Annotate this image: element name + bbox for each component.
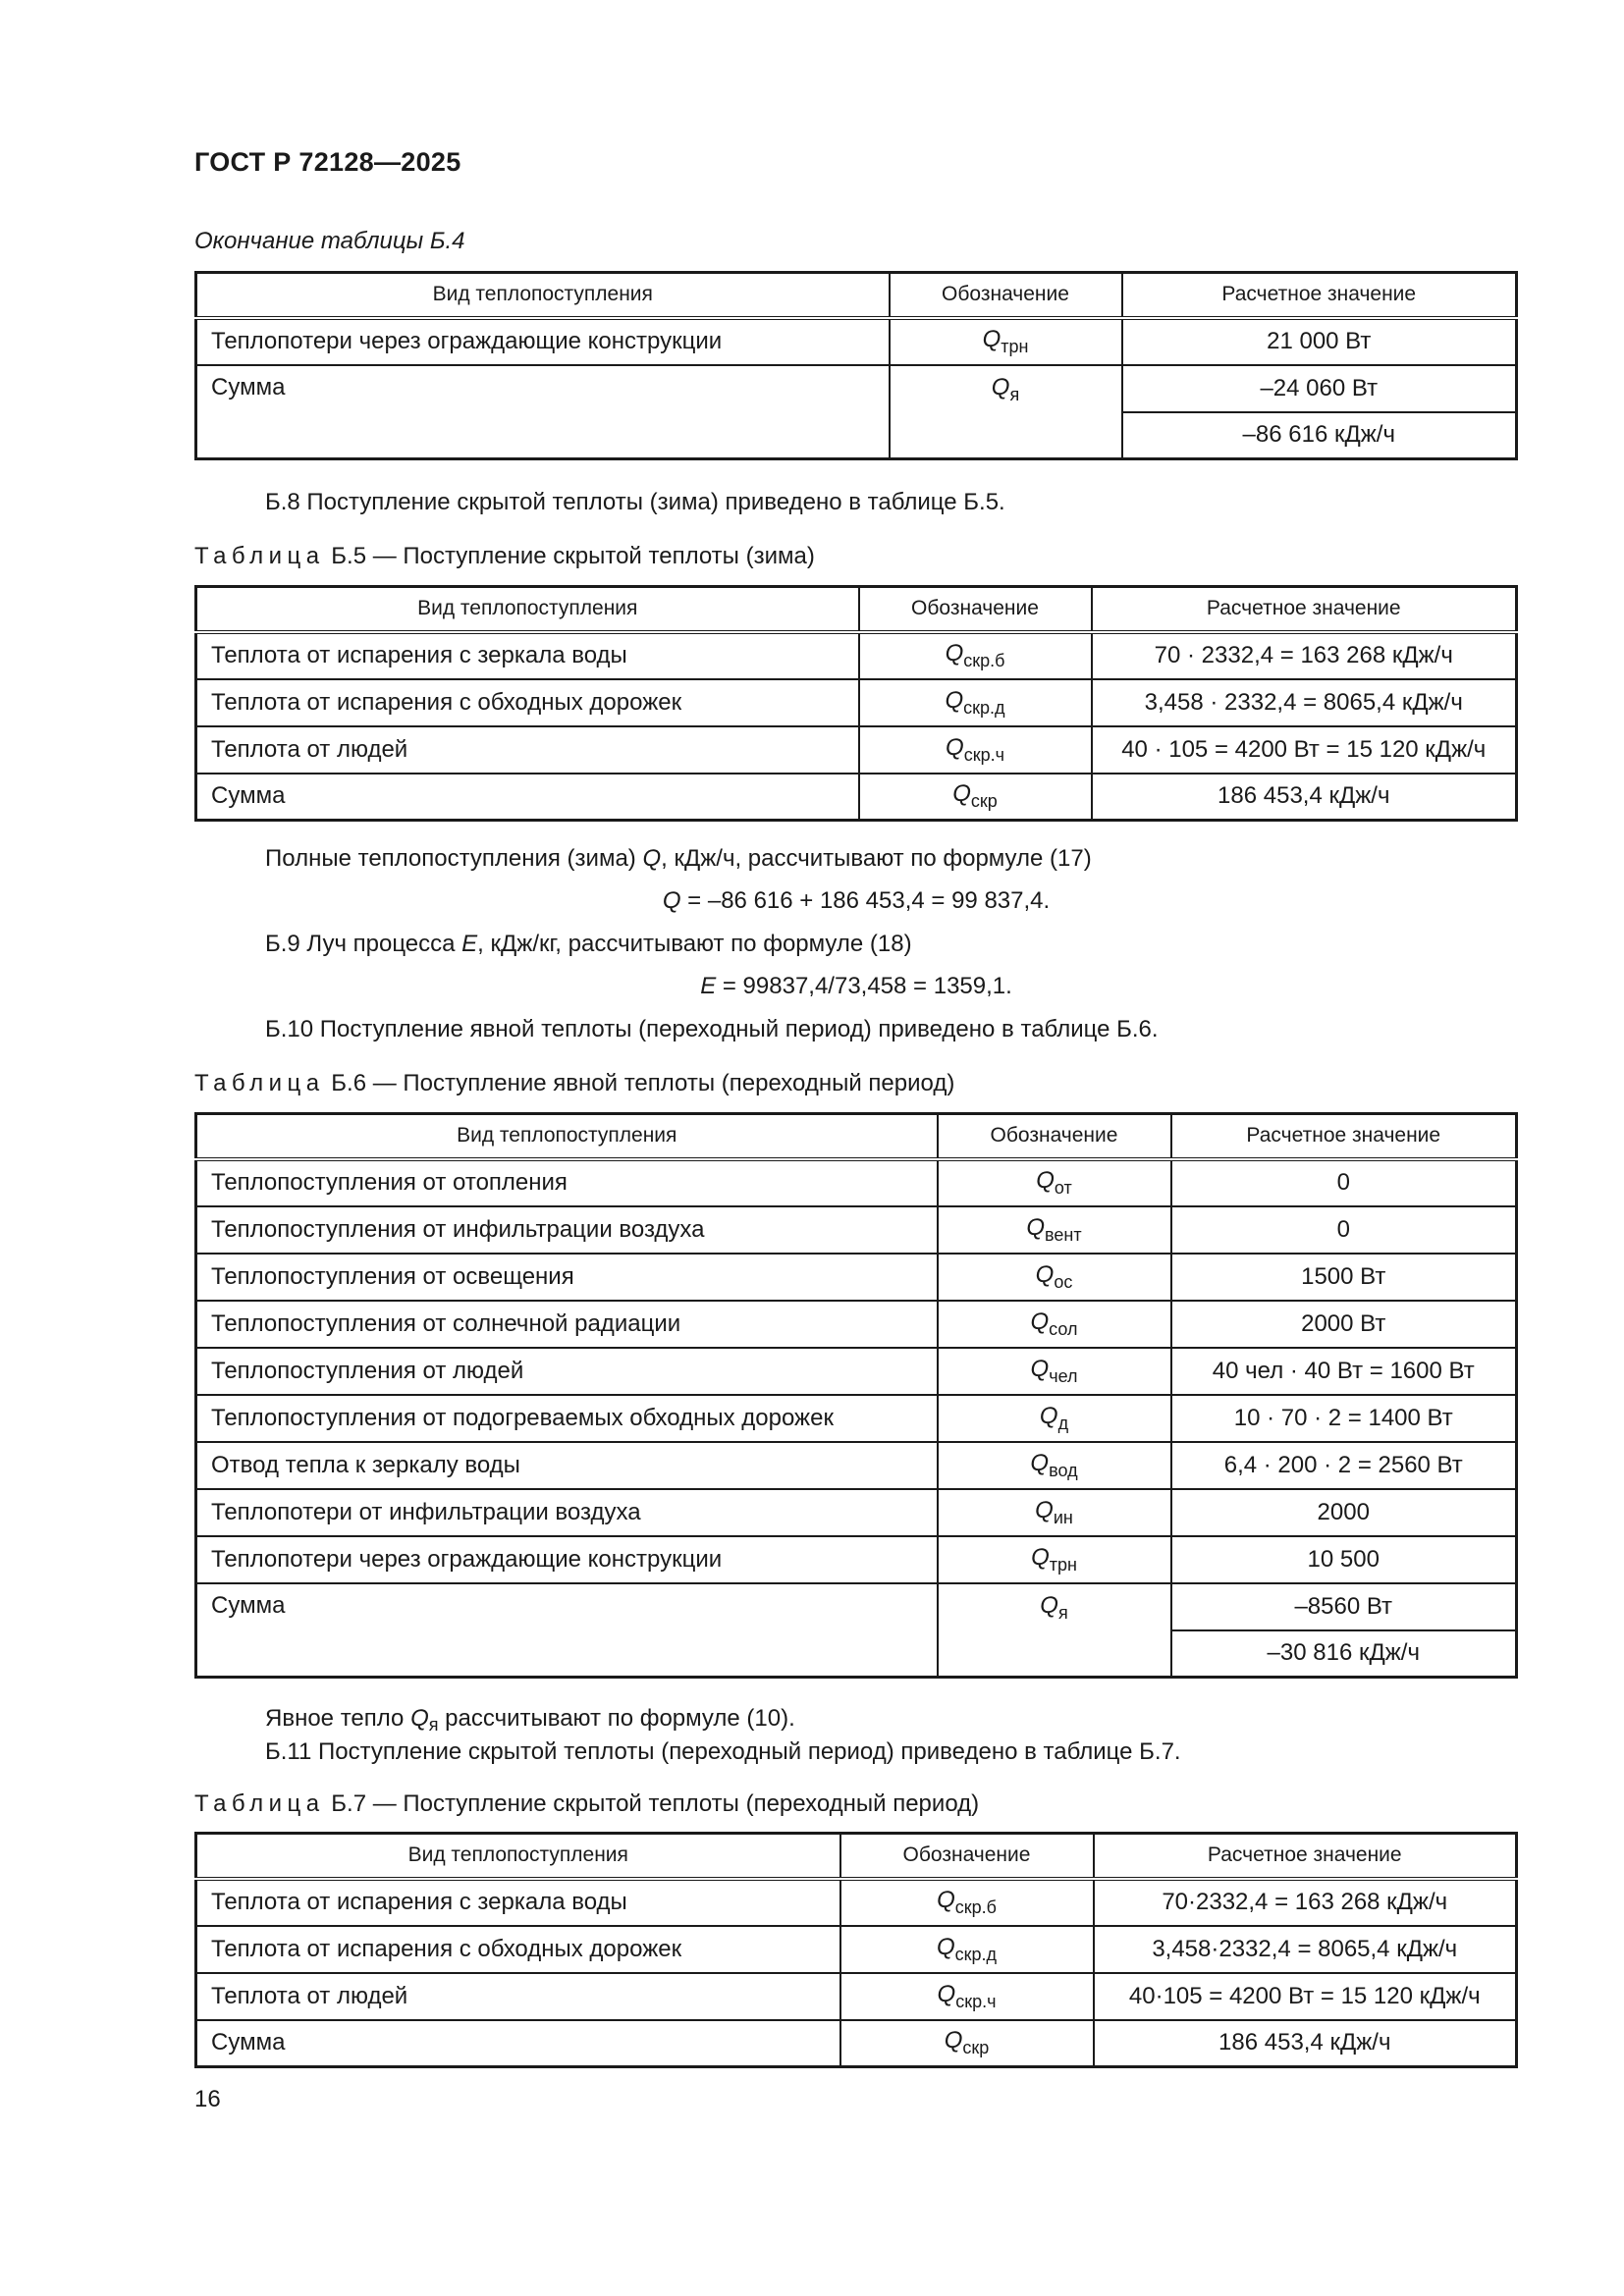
row-value-secondary: –30 816 кДж/ч [1171, 1630, 1517, 1678]
row-symbol: $Q_{вент}$ [938, 1206, 1171, 1254]
row-name: Теплопоступления от освещения [196, 1254, 938, 1301]
row-symbol: $Q_{скр.б}$ [859, 632, 1092, 679]
table-b5 [194, 585, 1518, 822]
row-name: Теплопоступления от солнечной радиации [196, 1301, 938, 1348]
table-header-row [196, 587, 1517, 632]
paragraph-b8: Б.8 Поступление скрытой теплоты (зима) приведено в таблице Б.5. [265, 489, 1005, 515]
row-name: Отвод тепла к зеркалу воды [196, 1442, 938, 1489]
row-value: 0 [1171, 1159, 1517, 1206]
table-row [196, 632, 1517, 679]
row-name: Теплопоступления от отопления [196, 1159, 938, 1206]
header-symbol: Обозначение [840, 1834, 1094, 1879]
header-symbol: Обозначение [938, 1114, 1171, 1159]
row-value: 3,458 · 2332,4 = 8065,4 кДж/ч [1092, 679, 1517, 726]
paragraph-b10: Б.10 Поступление явной теплоты (переходный период) приведено в таблице Б.6. [265, 1016, 1159, 1042]
row-name: Сумма [196, 365, 890, 459]
table-row [196, 1301, 1517, 1348]
row-value: 10 500 [1171, 1536, 1517, 1583]
table-row [196, 1879, 1517, 1926]
document-header: ГОСТ Р 72128—2025 [194, 147, 461, 177]
header-kind: Вид теплопоступления [196, 1834, 840, 1879]
row-name: Теплопотери от инфильтрации воздуха [196, 1489, 938, 1536]
row-value: 1500 Вт [1171, 1254, 1517, 1301]
table-row-sum [196, 1583, 1517, 1630]
row-symbol: $Q_{скр.б}$ [840, 1879, 1094, 1926]
table-row [196, 1254, 1517, 1301]
row-symbol: $Q_{трн}$ [890, 318, 1122, 365]
table-row [196, 1489, 1517, 1536]
table-row [196, 1536, 1517, 1583]
row-symbol: $Q_{скр.д}$ [859, 679, 1092, 726]
table-continuation-caption: Окончание таблицы Б.4 [194, 228, 465, 254]
row-value-secondary: –86 616 кДж/ч [1122, 412, 1517, 459]
row-symbol: $Q_я$ [938, 1583, 1171, 1678]
header-kind: Вид теплопоступления [196, 273, 890, 318]
row-symbol: $Q_{от}$ [938, 1159, 1171, 1206]
table-row [196, 1348, 1517, 1395]
header-value: Расчетное значение [1094, 1834, 1517, 1879]
row-value: 0 [1171, 1206, 1517, 1254]
row-symbol: $Q_{чел}$ [938, 1348, 1171, 1395]
table-b6-caption: Таблица Б.6 — Поступление явной теплоты (переходный период) [194, 1070, 955, 1096]
table-row [196, 318, 1517, 365]
header-value: Расчетное значение [1171, 1114, 1517, 1159]
header-symbol: Обозначение [890, 273, 1122, 318]
formula-17: Q = –86 616 + 186 453,4 = 99 837,4. [662, 887, 1051, 914]
header-kind: Вид теплопоступления [196, 1114, 938, 1159]
row-symbol: $Q_{скр}$ [859, 774, 1092, 821]
formula-18: E = 99837,4/73,458 = 1359,1. [700, 973, 1012, 999]
paragraph-b9: Б.9 Луч процесса E, кДж/кг, рассчитывают по формуле (18) [265, 931, 912, 957]
row-name: Теплопоступления от подогреваемых обходных дорожек [196, 1395, 938, 1442]
table-header-row [196, 273, 1517, 318]
table-b6 [194, 1112, 1518, 1679]
table-row [196, 1442, 1517, 1489]
row-symbol: $Q_я$ [890, 365, 1122, 459]
header-symbol: Обозначение [859, 587, 1092, 632]
row-symbol: $Q_{ин}$ [938, 1489, 1171, 1536]
table-row [196, 1206, 1517, 1254]
table-header-row [196, 1114, 1517, 1159]
table-row [196, 1159, 1517, 1206]
row-name: Теплопоступления от людей [196, 1348, 938, 1395]
row-value: 6,4 · 200 · 2 = 2560 Вт [1171, 1442, 1517, 1489]
header-kind: Вид теплопоступления [196, 587, 859, 632]
table-row [196, 1973, 1517, 2020]
header-value: Расчетное значение [1092, 587, 1517, 632]
row-value: 70 · 2332,4 = 163 268 кДж/ч [1092, 632, 1517, 679]
row-name: Теплота от людей [196, 1973, 840, 2020]
row-value: –8560 Вт [1171, 1583, 1517, 1630]
row-name: Теплота от испарения с обходных дорожек [196, 679, 859, 726]
table-b4-end [194, 271, 1518, 460]
paragraph-b11: Б.11 Поступление скрытой теплоты (переходный период) приведено в таблице Б.7. [265, 1738, 1181, 1765]
table-b5-caption: Таблица Б.5 — Поступление скрытой теплоты (зима) [194, 543, 815, 569]
row-name: Теплопотери через ограждающие конструкции [196, 1536, 938, 1583]
table-row [196, 726, 1517, 774]
paragraph-explicit-heat: Явное тепло $Q_я$ рассчитывают по формуле (10). [265, 1705, 795, 1735]
page-number: 16 [194, 2086, 221, 2112]
row-value: –24 060 Вт [1122, 365, 1517, 412]
row-value: 3,458·2332,4 = 8065,4 кДж/ч [1094, 1926, 1517, 1973]
table-b7-caption: Таблица Б.7 — Поступление скрытой теплоты (переходный период) [194, 1790, 980, 1817]
header-value: Расчетное значение [1122, 273, 1517, 318]
row-name: Теплота от испарения с зеркала воды [196, 632, 859, 679]
row-symbol: $Q_{скр.ч}$ [859, 726, 1092, 774]
row-name: Сумма [196, 774, 859, 821]
row-value: 21 000 Вт [1122, 318, 1517, 365]
row-name: Теплопотери через ограждающие конструкции [196, 318, 890, 365]
row-value: 40 · 105 = 4200 Вт = 15 120 кДж/ч [1092, 726, 1517, 774]
table-row [196, 1926, 1517, 1973]
table-row-sum [196, 774, 1517, 821]
row-symbol: $Q_{сол}$ [938, 1301, 1171, 1348]
row-symbol: $Q_{скр.д}$ [840, 1926, 1094, 1973]
row-value: 40·105 = 4200 Вт = 15 120 кДж/ч [1094, 1973, 1517, 2020]
row-value: 40 чел · 40 Вт = 1600 Вт [1171, 1348, 1517, 1395]
paragraph-full-heat: Полные теплопоступления (зима) Q, кДж/ч, рассчитывают по формуле (17) [265, 845, 1092, 872]
row-name: Теплота от людей [196, 726, 859, 774]
table-header-row [196, 1834, 1517, 1879]
table-row-sum [196, 2020, 1517, 2067]
table-row-sum [196, 365, 1517, 412]
row-value: 10 · 70 · 2 = 1400 Вт [1171, 1395, 1517, 1442]
row-name: Сумма [196, 2020, 840, 2067]
row-symbol: $Q_{вод}$ [938, 1442, 1171, 1489]
row-name: Сумма [196, 1583, 938, 1678]
row-symbol: $Q_{трн}$ [938, 1536, 1171, 1583]
row-value: 186 453,4 кДж/ч [1092, 774, 1517, 821]
row-name: Теплопоступления от инфильтрации воздуха [196, 1206, 938, 1254]
row-name: Теплота от испарения с зеркала воды [196, 1879, 840, 1926]
table-row [196, 679, 1517, 726]
table-row [196, 1395, 1517, 1442]
row-symbol: $Q_д$ [938, 1395, 1171, 1442]
row-symbol: $Q_{скр}$ [840, 2020, 1094, 2067]
row-value: 2000 Вт [1171, 1301, 1517, 1348]
table-b7 [194, 1832, 1518, 2068]
row-value: 70·2332,4 = 163 268 кДж/ч [1094, 1879, 1517, 1926]
row-name: Теплота от испарения с обходных дорожек [196, 1926, 840, 1973]
row-value: 2000 [1171, 1489, 1517, 1536]
row-symbol: $Q_{ос}$ [938, 1254, 1171, 1301]
row-value: 186 453,4 кДж/ч [1094, 2020, 1517, 2067]
row-symbol: $Q_{скр.ч}$ [840, 1973, 1094, 2020]
